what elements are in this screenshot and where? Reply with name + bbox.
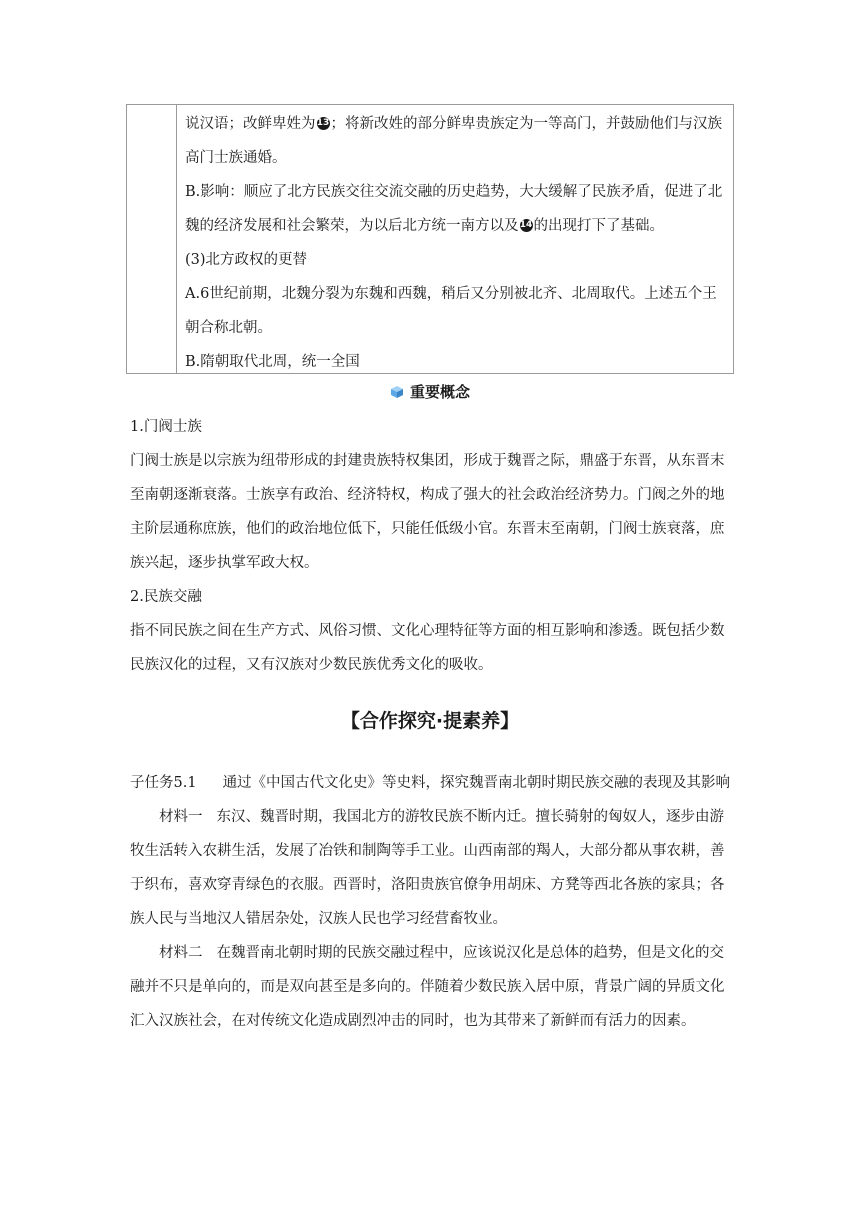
task-text: 通过《中国古代文化史》等史料，探究魏晋南北朝时期民族交融的表现及其影响 — [222, 775, 731, 791]
table-paragraph: B.隋朝取代北周，统一全国 — [185, 354, 360, 370]
table-paragraph — [185, 175, 727, 243]
concept-2-text: 指不同民族之间在生产方式、风俗习惯、文化心理特征等方面的相互影响和渗透。既包括少数民族汉化的过程，又有汉族对少数民族优秀文化的吸收。 — [130, 623, 725, 673]
inquiry-section — [130, 766, 734, 1038]
cube-icon — [390, 385, 404, 399]
concept-1-title: 1.门阀士族 — [130, 419, 202, 435]
text-span: B.影响：顺应了北方民族交往交流交融的历史趋势，大大缓解了民族矛盾，促进了北魏的经济发展和社会繁荣，为以后北方统一南方以及 — [185, 184, 723, 234]
table-paragraph: A.6世纪前期，北魏分裂为东魏和西魏，稍后又分别被北齐、北周取代。上述五个王朝合称北朝。 — [185, 286, 717, 336]
text-span: ；将新改姓的部分鲜卑贵族定为一等高门，并鼓励他们与汉族高门士族通婚。 — [185, 116, 722, 166]
blank-number-13: 13 — [316, 118, 330, 128]
material-1 — [130, 800, 734, 936]
table-paragraph: (3)北方政权的更替 — [185, 252, 308, 268]
material-2 — [130, 936, 734, 1038]
material-1-label: 材料一 — [159, 809, 203, 825]
task-line — [130, 766, 734, 800]
task-label: 子任务5.1 — [130, 775, 197, 791]
concepts-heading — [0, 380, 860, 404]
material-2-text: 在魏晋南北朝时期的民族交融过程中，应该说汉化是总体的趋势，但是文化的交融并不只是单向的，而是双向甚至是多向的。伴随着少数民族入居中原，背景广阔的异质文化汇入汉族社会，在对传统文化造成剧烈冲击的同时，也为其带来了新鲜而有活力的因素。 — [130, 945, 725, 1029]
concept-1-text: 门阀士族是以宗族为纽带形成的封建贵族特权集团，形成于魏晋之际，鼎盛于东晋，从东晋末至南朝逐渐衰落。士族享有政治、经济特权，构成了强大的社会政治经济势力。门阀之外的地主阶层通称庶族，他们的政治地位低下，只能任低级小官。东晋末至南朝，门阀士族衰落，庶族兴起，逐步执掌军政大权。 — [130, 453, 725, 571]
table-cell — [185, 107, 727, 379]
text-span: 说汉语；改鲜卑姓为 — [185, 116, 316, 132]
concepts-heading-text: 重要概念 — [409, 383, 470, 401]
table-left-column — [127, 105, 177, 373]
blank-number-14: 14 — [519, 220, 533, 230]
concept-2-title: 2.民族交融 — [130, 589, 202, 605]
concepts-section — [130, 410, 734, 682]
table-paragraph — [185, 107, 727, 175]
material-1-text: 东汉、魏晋时期，我国北方的游牧民族不断内迁。擅长骑射的匈奴人，逐步由游牧生活转入农耕生活，发展了冶铁和制陶等手工业。山西南部的羯人，大部分都从事农耕，善于织布，喜欢穿青绿色的衣服。西晋时，洛阳贵族官僚争用胡床、方凳等西北各族的家具；各族人民与当地汉人错居杂处，汉族人民也学习经营畜牧业。 — [130, 809, 725, 927]
content-table — [126, 104, 734, 374]
material-2-label: 材料二 — [159, 945, 203, 961]
text-span: 的出现打下了基础。 — [533, 218, 664, 234]
inquiry-title: 【合作探究·提素养】 — [340, 710, 520, 732]
